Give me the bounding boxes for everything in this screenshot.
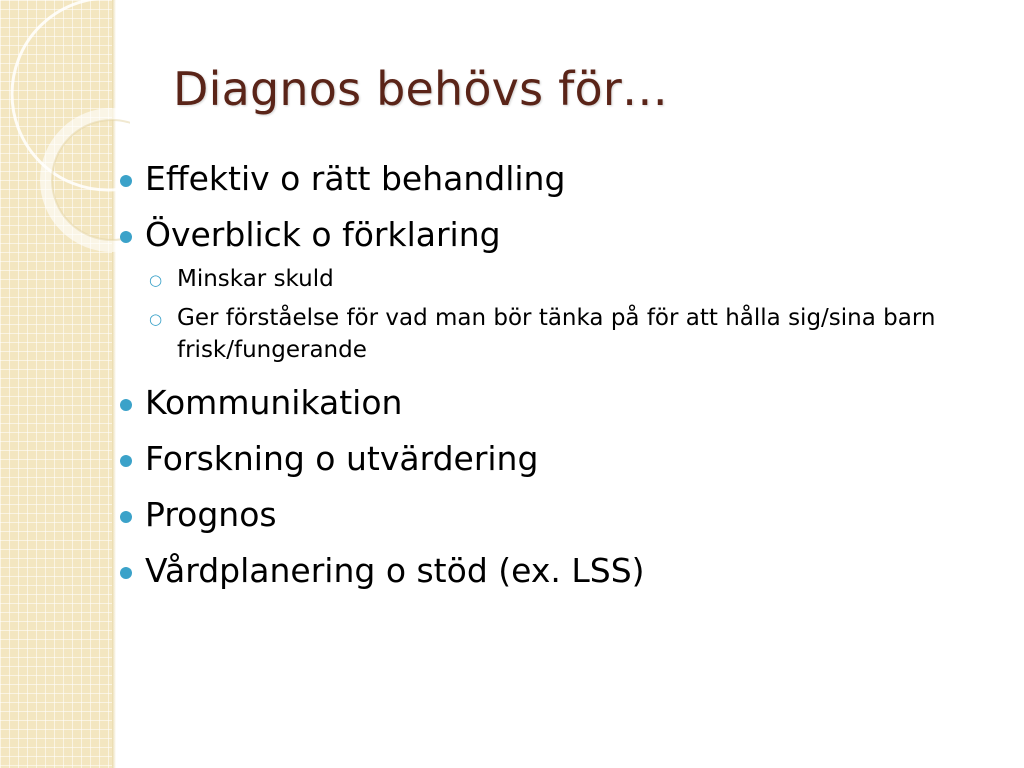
bullet-icon <box>120 567 132 579</box>
decorative-rings <box>0 0 130 260</box>
sub-bullet-icon: ○ <box>149 270 163 289</box>
bullet-text: Forskning o utvärdering <box>145 438 539 478</box>
bullet-item <box>117 440 987 479</box>
bullet-text: Effektiv o rätt behandling <box>145 159 566 198</box>
sub-bullet-list <box>145 263 987 367</box>
decorative-ring-large <box>12 0 130 190</box>
sub-bullet-item <box>145 302 987 367</box>
bullet-text: Prognos <box>145 494 277 534</box>
bullet-text: Kommunikation <box>145 382 403 422</box>
bullet-item <box>117 216 987 367</box>
bullet-item <box>117 552 987 591</box>
bullet-icon <box>120 399 132 411</box>
bullet-item <box>117 160 987 199</box>
bullet-icon <box>120 175 132 187</box>
bullet-list <box>117 160 987 608</box>
sub-bullet-item <box>145 263 987 296</box>
sub-bullet-text: Minskar skuld <box>177 265 334 292</box>
bullet-icon <box>120 231 132 243</box>
slide-title: Diagnos behövs för… <box>173 62 669 116</box>
sub-bullet-icon: ○ <box>149 309 163 328</box>
bullet-text: Vårdplanering o stöd (ex. LSS) <box>145 550 645 590</box>
bullet-text: Överblick o förklaring <box>145 214 501 254</box>
bullet-icon <box>120 455 132 467</box>
sub-bullet-text: Ger förståelse för vad man bör tänka på för att hålla sig/sina barn frisk/fungerande <box>177 304 936 364</box>
bullet-item <box>117 384 987 423</box>
bullet-item <box>117 496 987 535</box>
bullet-icon <box>120 511 132 523</box>
